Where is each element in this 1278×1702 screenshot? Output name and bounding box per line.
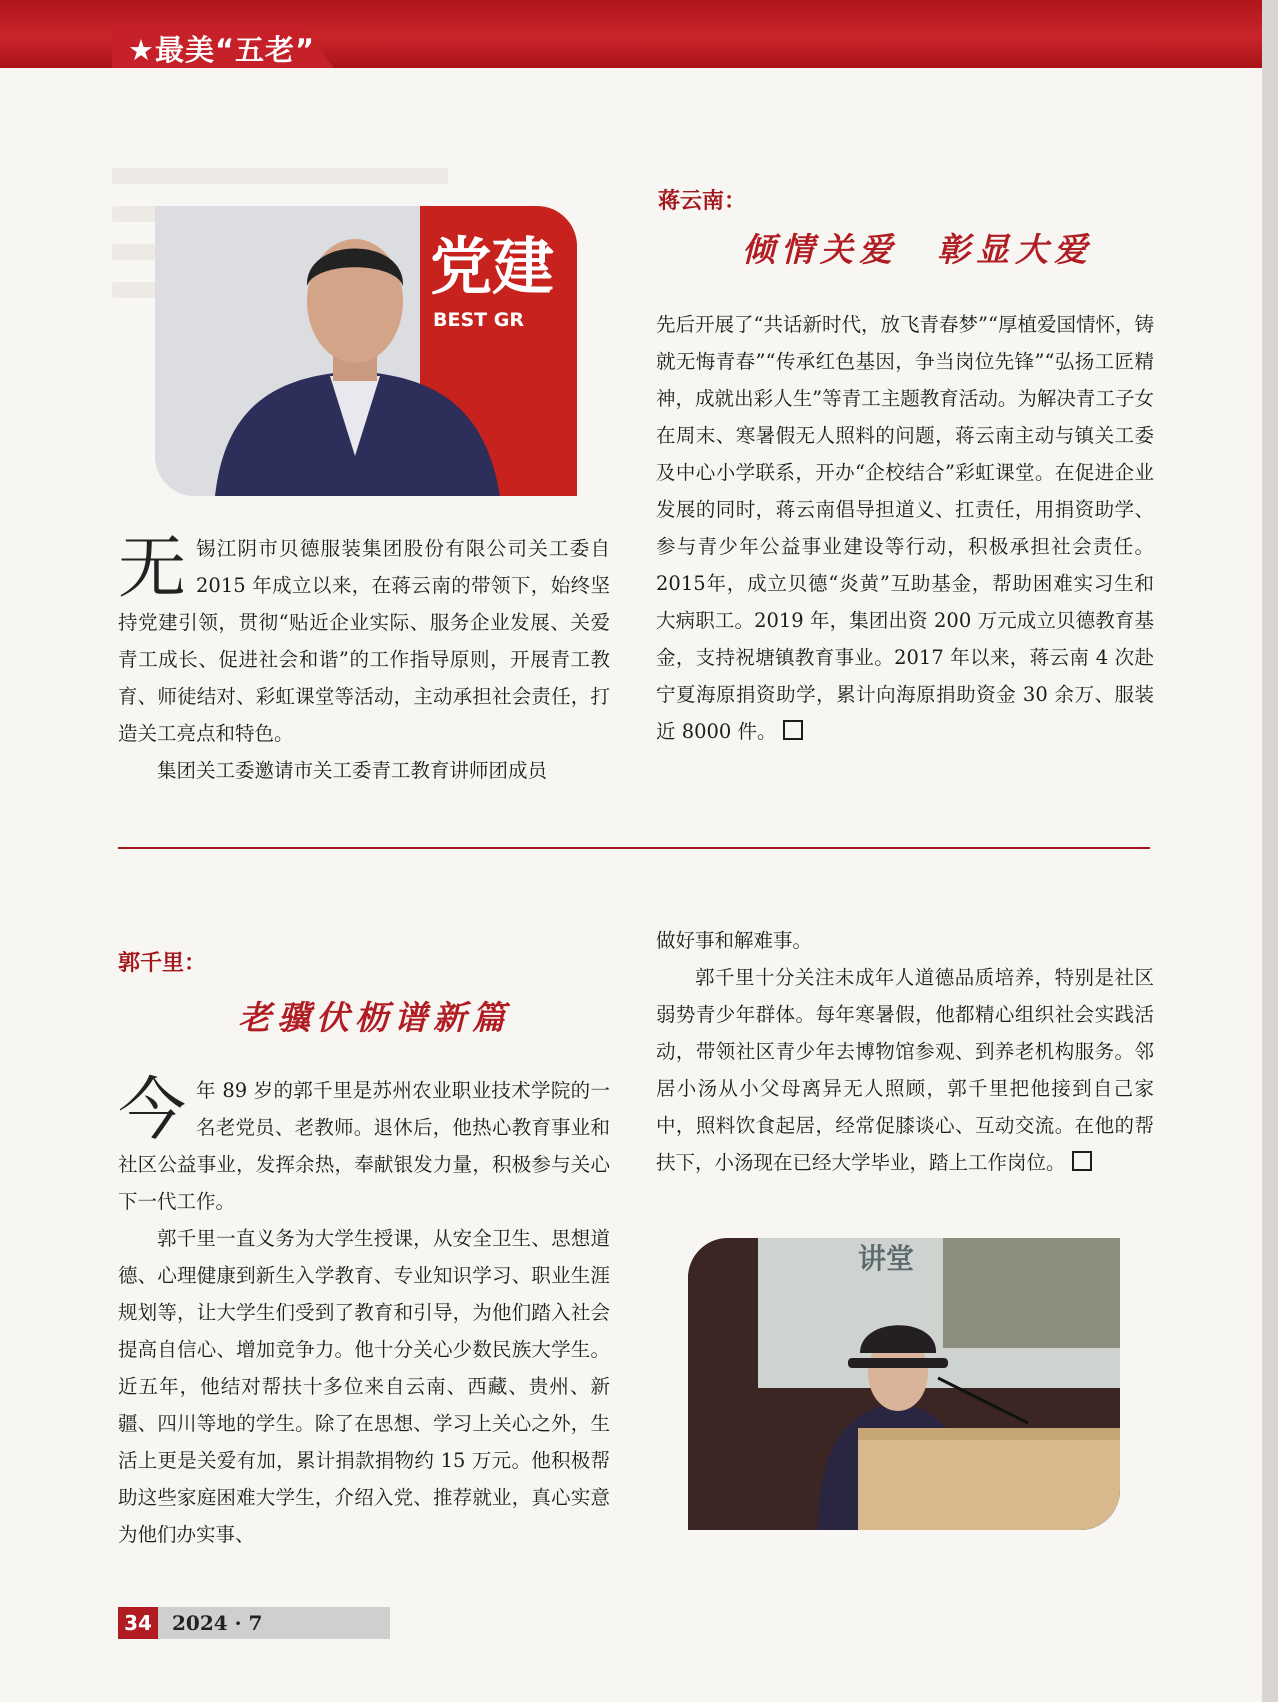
article1-right-text: 先后开展了“共话新时代，放飞青春梦”“厚植爱国情怀，铸就无悔青春”“传承红色基因，争当岗位先锋”“弘扬工匠精神，成就出彩人生”等青工主题教育活动。为解决青工子女在周末、寒暑假无人照料的问题，蒋云南主动与镇关工委及中心小学联系，开办“企校结合”彩虹课堂。在促进企业发展的同时，蒋云南倡导担道义、扛责任，用捐资助学、参与青少年公益事业建设等行动，积极承担社会责任。2015年，成立贝德“炎黄”互助基金，帮助困难实习生和大病职工。2019 年，集团出资 200 万元成立贝德教育基金，支持祝塘镇教育事业。2017 年以来，蒋云南 4 次赴宁夏海原捐资助学，累计向海原捐助资金 30 余万、服装近 8000 件。 — [656, 313, 1154, 743]
photo-illustration — [155, 206, 577, 496]
article1-name: 蒋云南： — [658, 188, 747, 214]
page-edge — [1262, 0, 1278, 1702]
photo-board-text: 讲堂 — [858, 1242, 915, 1275]
article1-lead-paragraph: 锡江阴市贝德服装集团股份有限公司关工委自 2015 年成立以来，在蒋云南的带领下，始终坚持党建引领，贯彻“贴近企业实际、服务企业发展、关爱青工成长、促进社会和谐”的工作指导原则，开展青工教育、师徒结对、彩虹课堂等活动，主动承担社会责任，打造关工亮点和特色。 — [118, 537, 610, 745]
article2-right-column — [656, 922, 1154, 1181]
article1-paragraph2: 集团关工委邀请市关工委青工教育讲师团成员 — [157, 759, 548, 782]
article2-right-continuation: 做好事和解难事。 — [656, 929, 813, 952]
article2-name: 郭千里： — [118, 950, 207, 976]
end-mark-icon — [1072, 1151, 1092, 1171]
guo-qianli-photo — [688, 1238, 1120, 1530]
jiang-yunnan-photo — [155, 206, 577, 496]
article2-lead-paragraph: 年 89 岁的郭千里是苏州农业职业技术学院的一名老党员、老教师。退休后，他热心教育事业和社区公益事业，发挥余热，奉献银发力量，积极参与关心下一代工作。 — [118, 1079, 610, 1213]
article1-subtitle: 倾情关爱 彰显大爱 — [742, 230, 1093, 269]
article2-subtitle: 老骥伏枥谱新篇 — [238, 998, 511, 1037]
article1-drop-cap: 无 — [118, 529, 187, 608]
page-number: 34 — [118, 1607, 158, 1639]
section-banner — [0, 0, 1262, 68]
end-mark-icon — [783, 720, 803, 740]
photo-illustration — [688, 1238, 1120, 1530]
section-divider — [118, 847, 1150, 849]
photo-banner-subtext: BEST GR — [433, 309, 524, 331]
article2-left-column — [118, 1072, 610, 1553]
issue-label: 2024 · 7 — [158, 1607, 390, 1639]
section-title: ★最美“五老” — [128, 33, 316, 67]
article2-paragraph2: 郭千里一直义务为大学生授课，从安全卫生、思想道德、心理健康到新生入学教育、专业知识学习、职业生涯规划等，让大学生们受到了教育和引导，为他们踏入社会提高自信心、增加竞争力。他十分关心少数民族大学生。近五年，他结对帮扶十多位来自云南、西藏、贵州、新疆、四川等地的学生。除了在思想、学习上关心之外，生活上更是关爱有加，累计捐款捐物约 15 万元。他积极帮助这些家庭困难大学生，介绍入党、推荐就业，真心实意为他们办实事、 — [118, 1227, 610, 1546]
article1-left-column — [118, 530, 610, 789]
photo-banner-text: 党建 — [430, 230, 555, 303]
article2-drop-cap: 今 — [118, 1071, 187, 1150]
article1-right-column — [656, 306, 1154, 750]
article2-paragraph3: 郭千里十分关注未成年人道德品质培养，特别是社区弱势青少年群体。每年寒暑假，他都精心组织社会实践活动，带领社区青少年去博物馆参观、到养老机构服务。邻居小汤从小父母离异无人照顾，郭千里把他接到自己家中，照料饮食起居，经常促膝谈心、互动交流。在他的帮扶下，小汤现在已经大学毕业，踏上工作岗位。 — [656, 966, 1154, 1174]
